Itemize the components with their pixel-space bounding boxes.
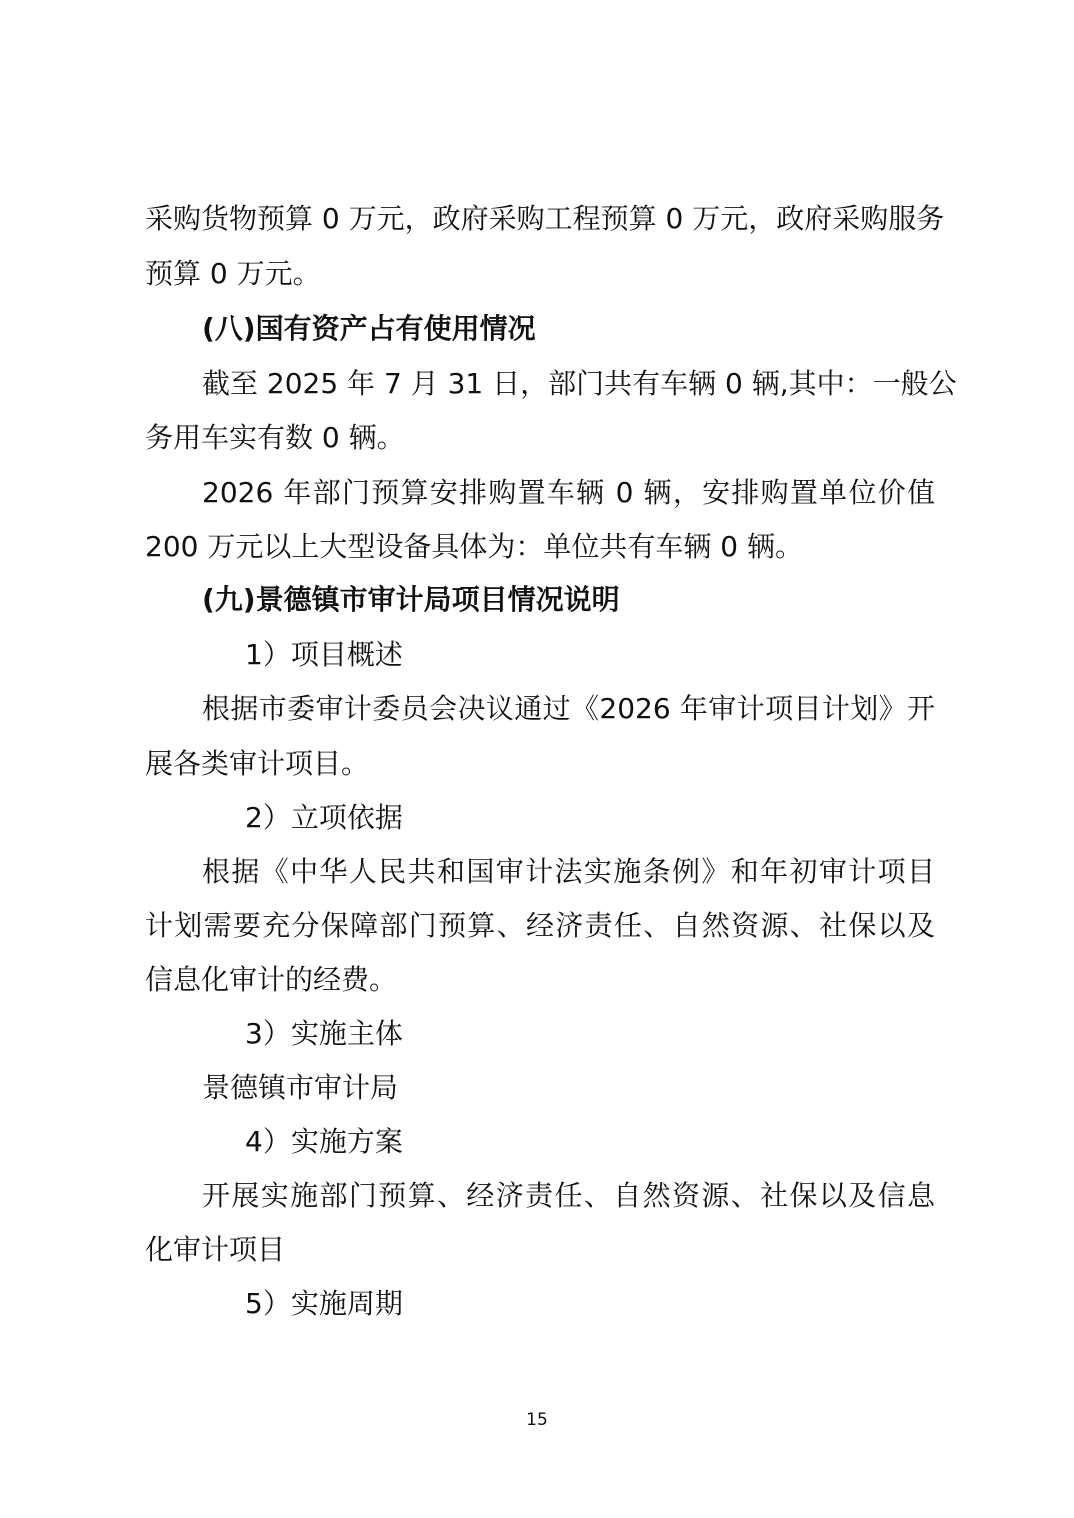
- subsection-heading: 3）实施主体: [245, 1017, 403, 1050]
- paragraph-line: 200 万元以上大型设备具体为：单位共有车辆 0 辆。: [145, 530, 803, 563]
- section-heading: (八)国有资产占有使用情况: [202, 312, 536, 345]
- paragraph-line: 开展实施部门预算、经济责任、自然资源、社保以及信息: [202, 1179, 935, 1212]
- paragraph-line: 根据《中华人民共和国审计法实施条例》和年初审计项目: [202, 855, 935, 888]
- subsection-heading: 5）实施周期: [245, 1287, 403, 1320]
- subsection-heading: 1）项目概述: [245, 638, 403, 671]
- paragraph-line: 景德镇市审计局: [202, 1071, 399, 1104]
- paragraph-line: 计划需要充分保障部门预算、经济责任、自然资源、社保以及: [145, 909, 935, 942]
- paragraph-line: 预算 0 万元。: [145, 257, 321, 290]
- page-number: 15: [526, 1410, 548, 1430]
- subsection-heading: 4）实施方案: [245, 1125, 403, 1158]
- paragraph-line: 根据市委审计委员会决议通过《2026 年审计项目计划》开: [202, 692, 935, 725]
- section-heading: (九)景德镇市审计局项目情况说明: [202, 583, 620, 616]
- paragraph-line: 展各类审计项目。: [145, 747, 370, 780]
- subsection-heading: 2）立项依据: [245, 801, 403, 834]
- paragraph-line: 务用车实有数 0 辆。: [145, 421, 405, 454]
- paragraph-line: 信息化审计的经费。: [145, 963, 398, 996]
- paragraph-line: 化审计项目: [145, 1233, 286, 1266]
- paragraph-line: 2026 年部门预算安排购置车辆 0 辆，安排购置单位价值: [202, 476, 935, 509]
- paragraph-line: 截至 2025 年 7 月 31 日，部门共有车辆 0 辆,其中：一般公: [202, 367, 957, 400]
- paragraph-line: 采购货物预算 0 万元，政府采购工程预算 0 万元，政府采购服务: [145, 202, 945, 235]
